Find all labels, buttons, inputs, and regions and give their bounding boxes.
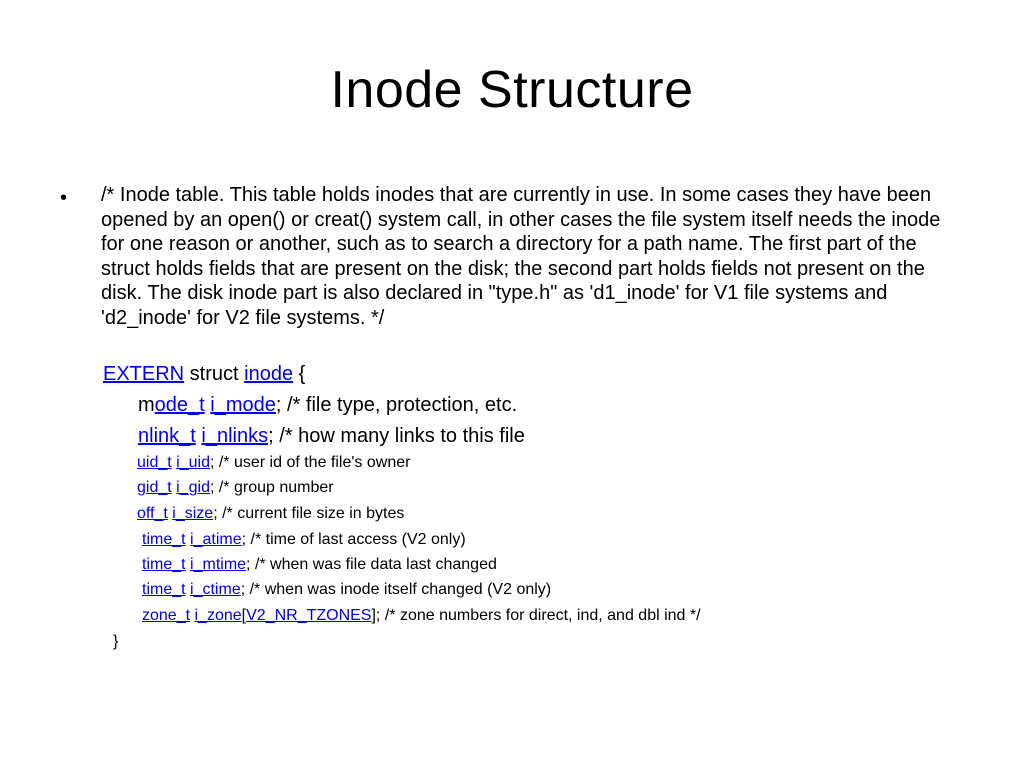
open-brace: { [293, 363, 306, 385]
slide-title: Inode Structure [330, 61, 694, 119]
mode-comment: ; /* file type, protection, etc. [275, 394, 518, 416]
inode-link[interactable]: inode [244, 363, 294, 385]
zone-field-link[interactable]: i_zone [194, 607, 242, 624]
bullet-marker: • [60, 187, 68, 209]
mtime-type-link[interactable]: time_t [142, 556, 186, 573]
field-line-uid [137, 453, 410, 473]
zone-comment: ]; /* zone numbers for direct, ind, and dbl ind */ [371, 607, 701, 624]
nlink-type-link[interactable]: nlink_t [138, 425, 196, 447]
mtime-field-link[interactable]: i_mtime [190, 556, 247, 573]
mode-prefix: m [138, 394, 155, 416]
mtime-comment: ; /* when was file data last changed [246, 556, 497, 573]
field-line-zone [142, 606, 701, 626]
size-comment: ; /* current file size in bytes [213, 505, 405, 522]
size-field-link[interactable]: i_size [172, 505, 214, 522]
close-brace: } [113, 633, 119, 650]
zone-const-link[interactable]: V2_NR_TZONES [246, 607, 372, 624]
zone-bracket-open: [ [241, 607, 247, 624]
uid-type-link[interactable]: uid_t [137, 454, 172, 471]
mode-type-link[interactable]: ode_t [154, 394, 205, 416]
atime-comment: ; /* time of last access (V2 only) [241, 531, 466, 548]
ctime-field-link[interactable]: i_ctime [190, 581, 241, 598]
atime-field-link[interactable]: i_atime [190, 531, 242, 548]
nlink-field-link[interactable]: i_nlinks [201, 425, 269, 447]
uid-comment: ; /* user id of the file's owner [209, 454, 411, 471]
zone-type-link[interactable]: zone_t [142, 607, 191, 624]
struct-keyword: struct [184, 363, 245, 385]
atime-type-link[interactable]: time_t [142, 531, 186, 548]
mode-field-link[interactable]: i_mode [210, 394, 276, 416]
uid-field-link[interactable]: i_uid [176, 454, 210, 471]
struct-declaration-line [103, 362, 305, 386]
field-line-ctime [142, 580, 551, 600]
bullet-paragraph: /* Inode table. This table holds inodes that are currently in use. In some cases they have been opened by an open() or creat() system call, in other cases the file system itself needs the inode for one reason or another, such as to search a directory for a path name. The first part of the struct holds fields that are present on the disk; the second part holds fields not present on the disk. The disk inode part is also declared in "type.h" as 'd1_inode' for V1 file systems and 'd2_inode' for V2 file systems. */ [101, 184, 941, 329]
size-type-link[interactable]: off_t [137, 505, 168, 522]
ctime-comment: ; /* when was inode itself changed (V2 only) [240, 581, 552, 598]
gid-field-link[interactable]: i_gid [176, 479, 210, 496]
extern-link[interactable]: EXTERN [103, 363, 185, 385]
gid-type-link[interactable]: gid_t [137, 479, 172, 496]
field-line-mode [138, 393, 517, 417]
field-line-nlinks [138, 424, 525, 448]
field-line-gid [137, 478, 334, 498]
field-line-mtime [142, 555, 497, 575]
gid-comment: ; /* group number [209, 479, 334, 496]
nlink-comment: ; /* how many links to this file [268, 425, 525, 447]
field-line-atime [142, 530, 466, 550]
field-line-size [137, 504, 404, 524]
ctime-type-link[interactable]: time_t [142, 581, 186, 598]
